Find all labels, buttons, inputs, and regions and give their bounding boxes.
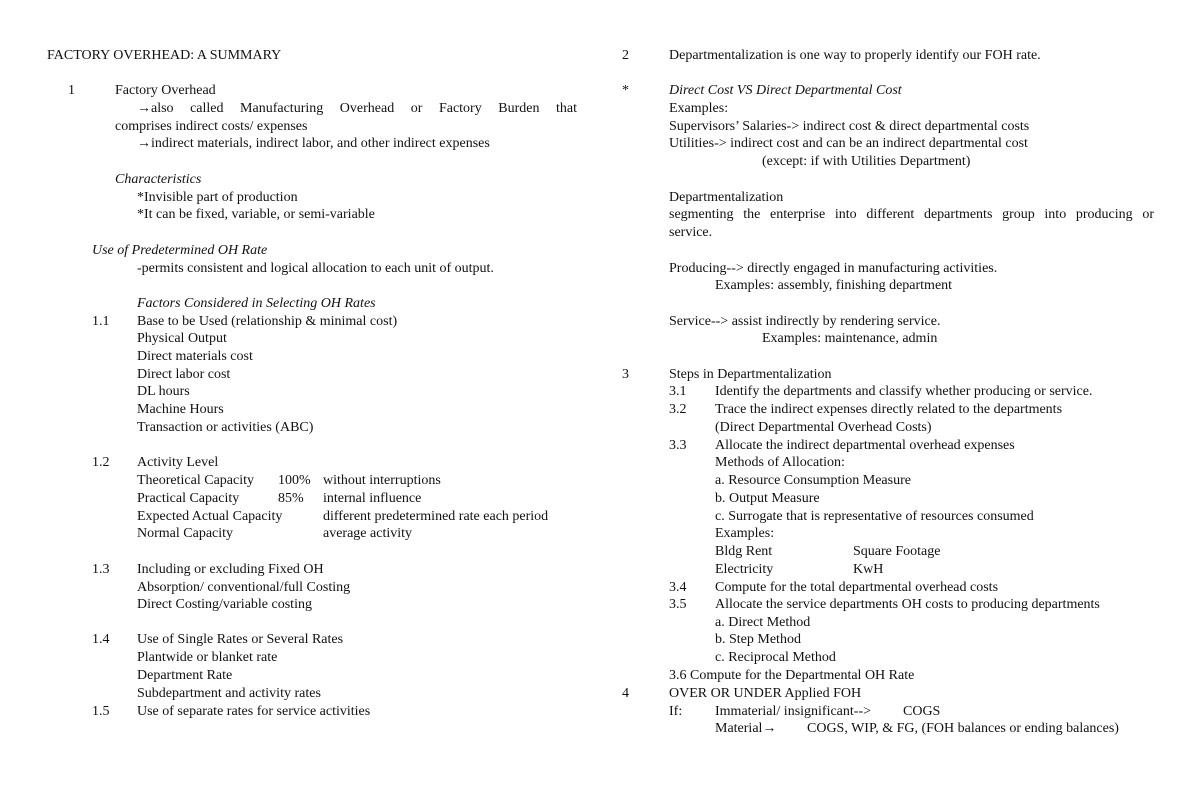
item-heading: Use of separate rates for service activities (137, 704, 371, 719)
list-item: b. Step Method (715, 632, 801, 647)
list-item: Absorption/ conventional/full Costing (137, 580, 351, 595)
body-line: Examples: assembly, finishing department (715, 278, 953, 293)
item-number: 1.4 (92, 632, 110, 647)
section-heading: Factory Overhead (115, 83, 216, 98)
capacity-name: Expected Actual Capacity (137, 509, 283, 524)
list-item: c. Reciprocal Method (715, 650, 836, 665)
item-text: (Direct Departmental Overhead Costs) (715, 420, 932, 435)
condition-text: Material→ (715, 721, 777, 736)
capacity-name: Theoretical Capacity (137, 473, 254, 488)
item-text: 3.6 Compute for the Departmental OH Rate (669, 668, 915, 683)
condition-text: Immaterial/ insignificant--> (715, 704, 872, 719)
section-heading: Steps in Departmentalization (669, 367, 832, 382)
body-line: -permits consistent and logical allocation to each unit of output. (137, 261, 494, 276)
item-number: 3.4 (669, 580, 687, 595)
capacity-name: Practical Capacity (137, 491, 240, 506)
item-number: 1.1 (92, 314, 110, 329)
list-item: DL hours (137, 384, 190, 399)
item-number: 3.5 (669, 597, 687, 612)
list-item: Transaction or activities (ABC) (137, 420, 314, 435)
item-number: 1.2 (92, 455, 110, 470)
example-measure: KwH (853, 562, 884, 577)
section-number: 2 (622, 48, 629, 63)
list-item: Subdepartment and activity rates (137, 686, 321, 701)
body-line: (except: if with Utilities Department) (762, 154, 971, 169)
subheading: Use of Predetermined OH Rate (92, 243, 268, 258)
item-heading: Including or excluding Fixed OH (137, 562, 324, 577)
item-text: Identify the departments and classify whether producing or service. (715, 384, 1093, 399)
example-name: Bldg Rent (715, 544, 773, 559)
body-line: Producing--> directly engaged in manufacturing activities. (669, 261, 998, 276)
capacity-desc: different predetermined rate each period (323, 509, 549, 524)
subheading: Departmentalization (669, 190, 784, 205)
list-item: b. Output Measure (715, 491, 820, 506)
list-item: Department Rate (137, 668, 233, 683)
capacity-desc: average activity (323, 526, 413, 541)
item-number: 3.2 (669, 402, 687, 417)
body-line: comprises indirect costs/ expenses (115, 119, 308, 134)
list-item: Direct materials cost (137, 349, 253, 364)
capacity-desc: internal influence (323, 491, 422, 506)
capacity-desc: without interruptions (323, 473, 441, 488)
item-number: 3.1 (669, 384, 687, 399)
if-label: If: (669, 704, 683, 719)
body-line: →indirect materials, indirect labor, and other indirect expenses (137, 136, 490, 151)
subheading: Factors Considered in Selecting OH Rates (137, 296, 376, 311)
item-text: Trace the indirect expenses directly related to the departments (715, 402, 1063, 417)
section-number: 4 (622, 686, 629, 701)
list-item: Plantwide or blanket rate (137, 650, 278, 665)
subheading: Examples: (715, 526, 775, 541)
item-number: 1.5 (92, 704, 110, 719)
body-line: Service--> assist indirectly by rendering service. (669, 314, 941, 329)
section-heading: OVER OR UNDER Applied FOH (669, 686, 862, 701)
item-text: Allocate the indirect departmental overhead expenses (715, 438, 1015, 453)
item-heading: Base to be Used (relationship & minimal cost) (137, 314, 398, 329)
list-item: c. Surrogate that is representative of resources consumed (715, 509, 1034, 524)
example-name: Electricity (715, 562, 774, 577)
subheading: Characteristics (115, 172, 202, 187)
list-item: a. Direct Method (715, 615, 811, 630)
capacity-percent: 100% (278, 473, 311, 488)
condition-result: COGS (903, 704, 941, 719)
item-heading: Use of Single Rates or Several Rates (137, 632, 344, 647)
subheading: Methods of Allocation: (715, 455, 845, 470)
body-line: *It can be fixed, variable, or semi-variable (137, 207, 375, 222)
capacity-name: Normal Capacity (137, 526, 234, 541)
section-number: 1 (68, 83, 75, 98)
item-number: 1.3 (92, 562, 110, 577)
section-number: 3 (622, 367, 629, 382)
example-measure: Square Footage (853, 544, 941, 559)
condition-result: COGS, WIP, & FG, (FOH balances or ending balances) (807, 721, 1119, 736)
item-heading: Activity Level (137, 455, 219, 470)
body-line: Supervisors’ Salaries-> indirect cost & direct departmental costs (669, 119, 1030, 134)
capacity-percent: 85% (278, 491, 304, 506)
list-item: a. Resource Consumption Measure (715, 473, 911, 488)
item-number: 3.3 (669, 438, 687, 453)
list-item: Direct labor cost (137, 367, 231, 382)
item-text: Allocate the service departments OH costs to producing departments (715, 597, 1100, 612)
section-heading: Departmentalization is one way to properly identify our FOH rate. (669, 48, 1041, 63)
page-title: FACTORY OVERHEAD: A SUMMARY (47, 48, 282, 63)
body-line: service. (669, 225, 713, 240)
subheading: Direct Cost VS Direct Departmental Cost (669, 83, 902, 98)
list-item: Machine Hours (137, 402, 224, 417)
body-line: Utilities-> indirect cost and can be an indirect departmental cost (669, 136, 1028, 151)
item-text: Compute for the total departmental overhead costs (715, 580, 999, 595)
list-item: Direct Costing/variable costing (137, 597, 312, 612)
list-item: Physical Output (137, 331, 227, 346)
body-line: *Invisible part of production (137, 190, 298, 205)
body-line: segmenting the enterprise into different departments group into producing or (669, 207, 1154, 222)
body-line: →also called Manufacturing Overhead or Factory Burden that (137, 101, 577, 116)
section-marker: * (622, 83, 629, 98)
body-line: Examples: (669, 101, 729, 116)
body-line: Examples: maintenance, admin (762, 331, 938, 346)
